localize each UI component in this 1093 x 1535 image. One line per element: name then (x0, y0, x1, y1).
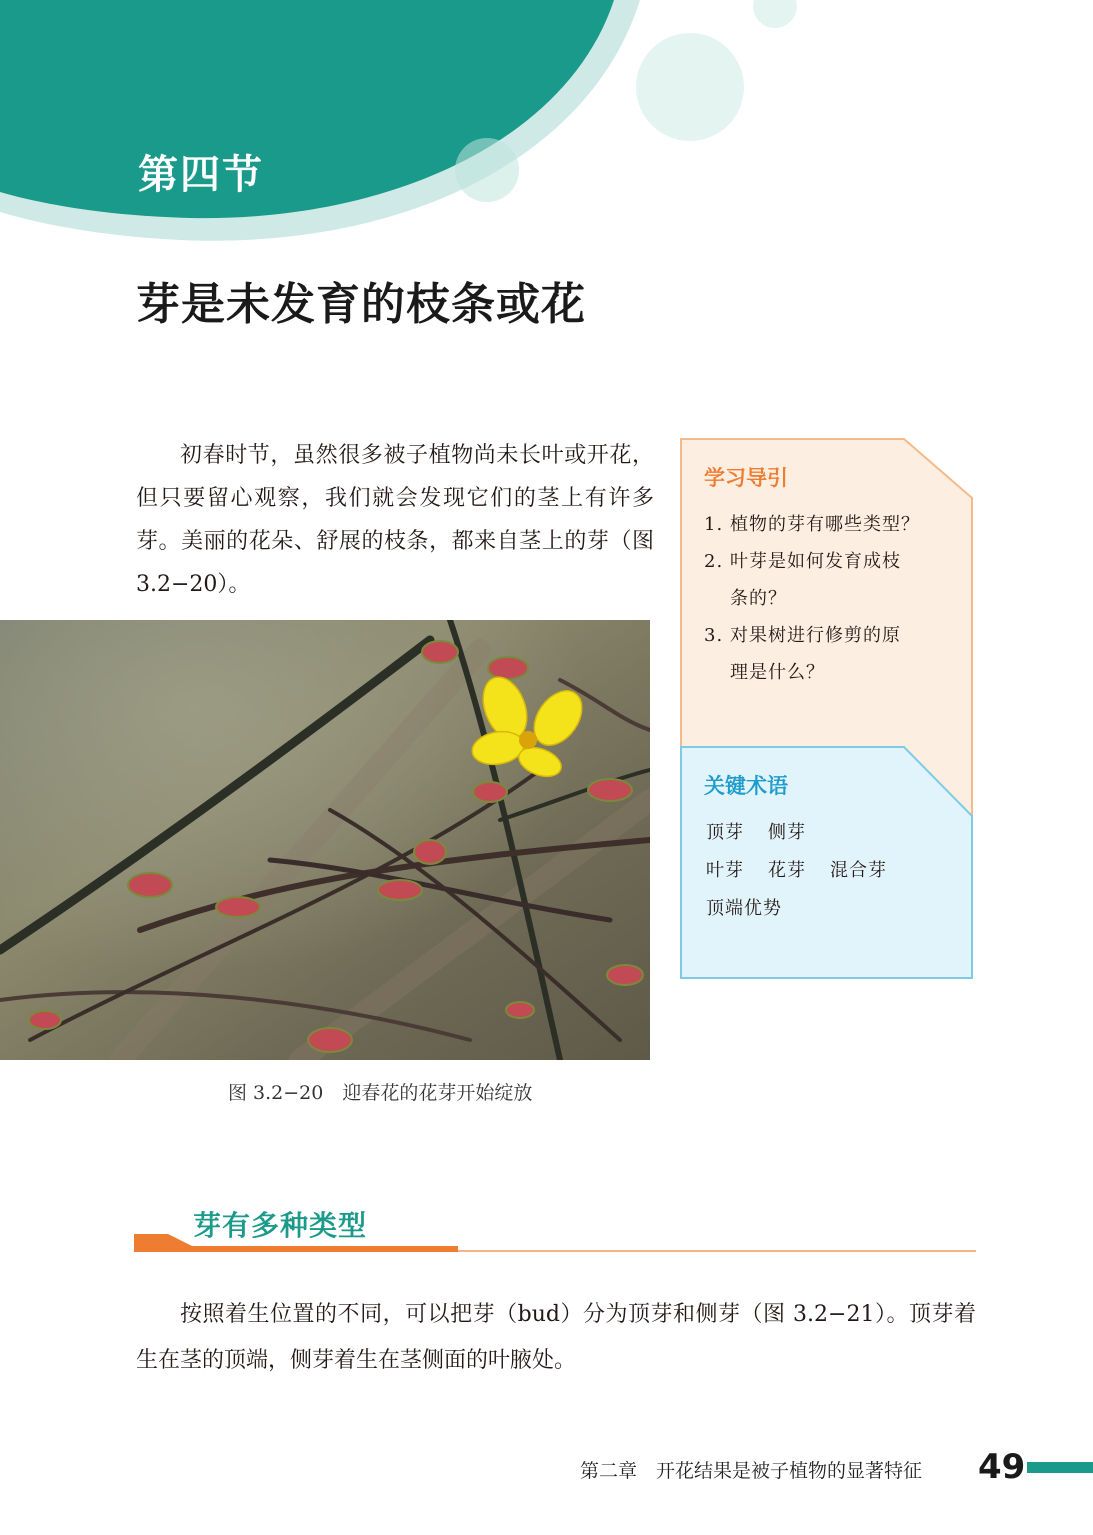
section-heading: 芽有多种类型 (193, 1209, 368, 1242)
study-guide-list (704, 506, 960, 691)
term: 顶芽 (706, 822, 744, 843)
guide-item-text: 植物的芽有哪些类型？ (730, 514, 920, 535)
figure-caption: 图 3.2−20 迎春花的花芽开始绽放 (228, 1082, 533, 1104)
header-decoration (0, 0, 1093, 250)
guide-item-text: 叶芽是如何发育成枝 (730, 551, 901, 572)
guide-item-text-continued: 理是什么？ (730, 662, 825, 683)
section-label: 第四节 (138, 152, 264, 198)
guide-item-3 (704, 617, 960, 691)
term: 侧芽 (768, 822, 806, 843)
footer-chapter-title: 第二章 开花结果是被子植物的显著特征 (580, 1460, 923, 1482)
term-row (706, 890, 966, 928)
jasmine-bud-photo (0, 620, 650, 1060)
term-row (706, 852, 966, 890)
term: 顶端优势 (706, 898, 782, 919)
guide-item-text-continued: 条的？ (730, 588, 787, 609)
lesson-title: 芽是未发育的枝条或花 (136, 279, 586, 330)
key-terms-title: 关键术语 (704, 774, 788, 798)
intro-paragraph: 初春时节，虽然很多被子植物尚未长叶或开花，但只要留心观察，我们就会发现它们的茎上有许多芽。美丽的花朵、舒展的枝条，都来自茎上的芽（图 3.2−20）。 (136, 443, 654, 597)
term-row (706, 814, 966, 852)
guide-item-number: 1. (704, 514, 724, 535)
page-number: 49 (978, 1447, 1026, 1487)
guide-item-text: 对果树进行修剪的原 (730, 625, 901, 646)
term: 叶芽 (706, 860, 744, 881)
guide-item-number: 2. (704, 551, 724, 572)
term: 混合芽 (830, 860, 887, 881)
guide-item-number: 3. (704, 625, 724, 646)
body-paragraph: 按照着生位置的不同，可以把芽（bud）分为顶芽和侧芽（图 3.2−21）。顶芽着生在茎的顶端，侧芽着生在茎侧面的叶腋处。 (136, 1302, 976, 1373)
term: 花芽 (768, 860, 806, 881)
guide-item-1 (704, 506, 960, 543)
key-terms-list (706, 814, 966, 928)
guide-item-2 (704, 543, 960, 617)
study-guide-title: 学习导引 (704, 466, 788, 490)
footer-accent-bar (1027, 1462, 1093, 1473)
